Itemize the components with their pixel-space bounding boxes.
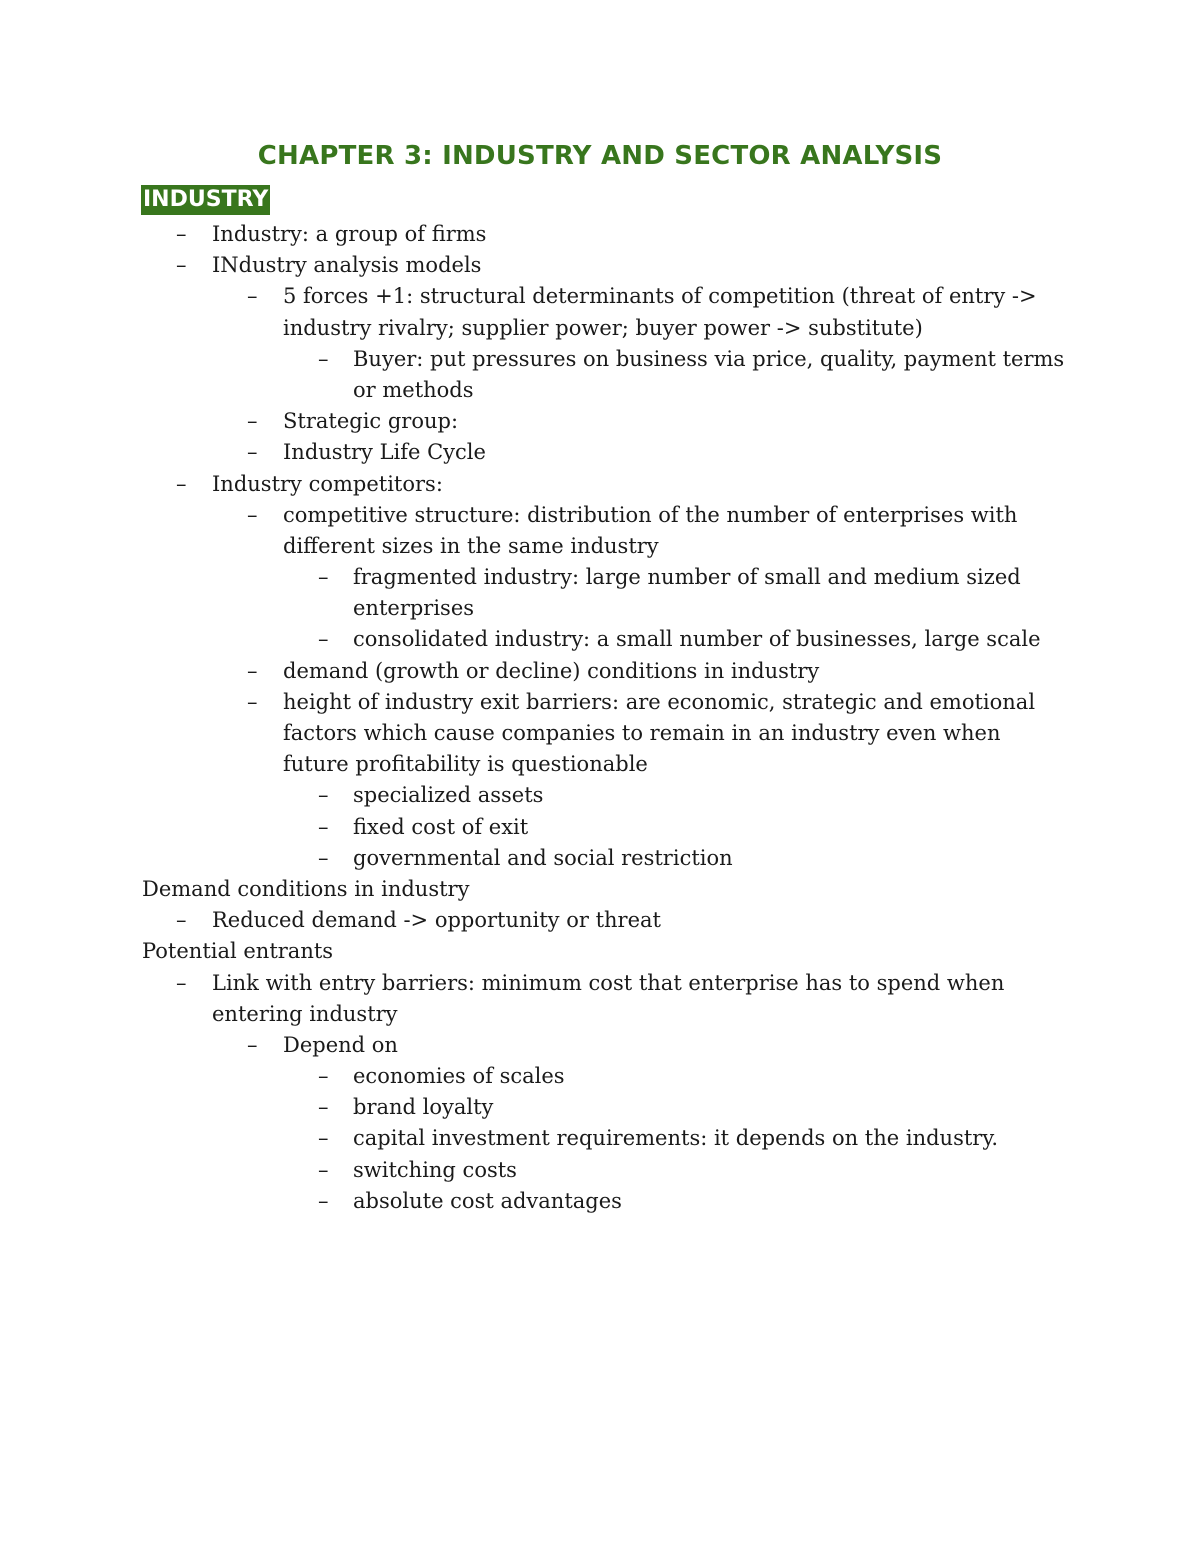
line-text: 5 forces +1: structural determinants of competition (threat of entry ->: [283, 284, 1037, 309]
line-text: Industry competitors:: [212, 471, 443, 496]
bullet-dash-icon: –: [247, 409, 258, 434]
list-item: [0, 344, 1200, 375]
line-text: brand loyalty: [353, 1095, 494, 1120]
list-item: [0, 500, 1200, 531]
list-item: [0, 1186, 1200, 1217]
line-text: Reduced demand -> opportunity or threat: [212, 908, 661, 933]
list-item: [0, 656, 1200, 687]
list-item: [0, 968, 1200, 999]
list-item-text: [0, 874, 1200, 905]
list-item: [0, 562, 1200, 593]
bullet-dash-icon: –: [318, 1126, 329, 1151]
line-text: future profitability is questionable: [283, 752, 648, 777]
bullet-dash-icon: –: [247, 502, 258, 527]
list-item: [0, 624, 1200, 655]
list-item-text: [0, 718, 1200, 749]
line-text: industry rivalry; supplier power; buyer power -> substitute): [283, 315, 923, 340]
bullet-dash-icon: –: [318, 814, 329, 839]
line-text: governmental and social restriction: [353, 845, 733, 870]
line-text: switching costs: [353, 1157, 517, 1182]
list-item: [0, 812, 1200, 843]
line-text: Strategic group:: [283, 409, 459, 434]
bullet-dash-icon: –: [176, 970, 187, 995]
list-item: [0, 406, 1200, 437]
bullet-dash-icon: –: [247, 689, 258, 714]
bullet-dash-icon: –: [318, 783, 329, 808]
line-text: factors which cause companies to remain in an industry even when: [283, 721, 1001, 745]
line-text: height of industry exit barriers: are economic, strategic and emotional: [283, 689, 1036, 714]
line-text: Link with entry barriers: minimum cost that enterprise has to spend when: [212, 970, 1005, 995]
bullet-dash-icon: –: [318, 565, 329, 590]
line-text: Potential entrants: [142, 939, 334, 964]
list-item-text: [0, 593, 1200, 624]
line-text: Buyer: put pressures on business via price, quality, payment terms: [353, 346, 1065, 371]
list-item: [0, 843, 1200, 874]
list-item: [0, 1092, 1200, 1123]
list-item: [0, 687, 1200, 718]
line-text: capital investment requirements: it depends on the industry.: [353, 1126, 999, 1151]
line-text: specialized assets: [353, 783, 544, 808]
list-item-text: [0, 313, 1200, 344]
section-heading-industry: INDUSTRY: [141, 185, 270, 215]
line-text: different sizes in the same industry: [283, 533, 659, 558]
bullet-dash-icon: –: [318, 1064, 329, 1089]
line-text: enterprises: [353, 596, 475, 621]
line-text: Depend on: [283, 1032, 398, 1057]
line-text: demand (growth or decline) conditions in industry: [283, 658, 820, 683]
line-text: INdustry analysis models: [212, 253, 482, 278]
line-text: economies of scales: [353, 1064, 565, 1089]
page-title: CHAPTER 3: INDUSTRY AND SECTOR ANALYSIS: [257, 141, 943, 171]
list-item: [0, 1123, 1200, 1154]
line-text: Industry Life Cycle: [283, 440, 486, 465]
bullet-dash-icon: –: [318, 1188, 329, 1213]
list-item: [0, 250, 1200, 281]
bullet-dash-icon: –: [247, 284, 258, 309]
list-item: [0, 437, 1200, 468]
line-text: consolidated industry: a small number of businesses, large scale: [353, 627, 1041, 652]
line-text: fragmented industry: large number of small and medium sized: [353, 565, 1021, 590]
line-text: or methods: [353, 377, 474, 402]
bullet-dash-icon: –: [318, 1157, 329, 1182]
bullet-dash-icon: –: [247, 1032, 258, 1057]
list-item-text: [0, 375, 1200, 406]
list-item: [0, 780, 1200, 811]
list-item: [0, 1061, 1200, 1092]
bullet-dash-icon: –: [318, 845, 329, 870]
list-item: [0, 281, 1200, 312]
list-item: [0, 469, 1200, 500]
bullet-dash-icon: –: [176, 471, 187, 496]
line-text: entering industry: [212, 1001, 398, 1026]
bullet-dash-icon: –: [176, 253, 187, 278]
list-item-text: [0, 749, 1200, 780]
line-text: absolute cost advantages: [353, 1188, 622, 1213]
list-item-text: [0, 999, 1200, 1030]
bullet-dash-icon: –: [176, 908, 187, 933]
line-text: Demand conditions in industry: [142, 876, 470, 901]
list-item-text: [0, 936, 1200, 967]
bullet-dash-icon: –: [176, 222, 187, 246]
list-item: [0, 1155, 1200, 1186]
notes-list: [0, 219, 1200, 1217]
list-item: [0, 219, 1200, 250]
list-item: [0, 1030, 1200, 1061]
line-text: competitive structure: distribution of the number of enterprises with: [283, 502, 1018, 527]
bullet-dash-icon: –: [247, 658, 258, 683]
list-item: [0, 905, 1200, 936]
list-item-text: [0, 531, 1200, 562]
line-text: Industry: a group of firms: [212, 222, 487, 246]
bullet-dash-icon: –: [318, 346, 329, 371]
bullet-dash-icon: –: [247, 440, 258, 465]
line-text: fixed cost of exit: [353, 814, 529, 839]
bullet-dash-icon: –: [318, 627, 329, 652]
bullet-dash-icon: –: [318, 1095, 329, 1120]
